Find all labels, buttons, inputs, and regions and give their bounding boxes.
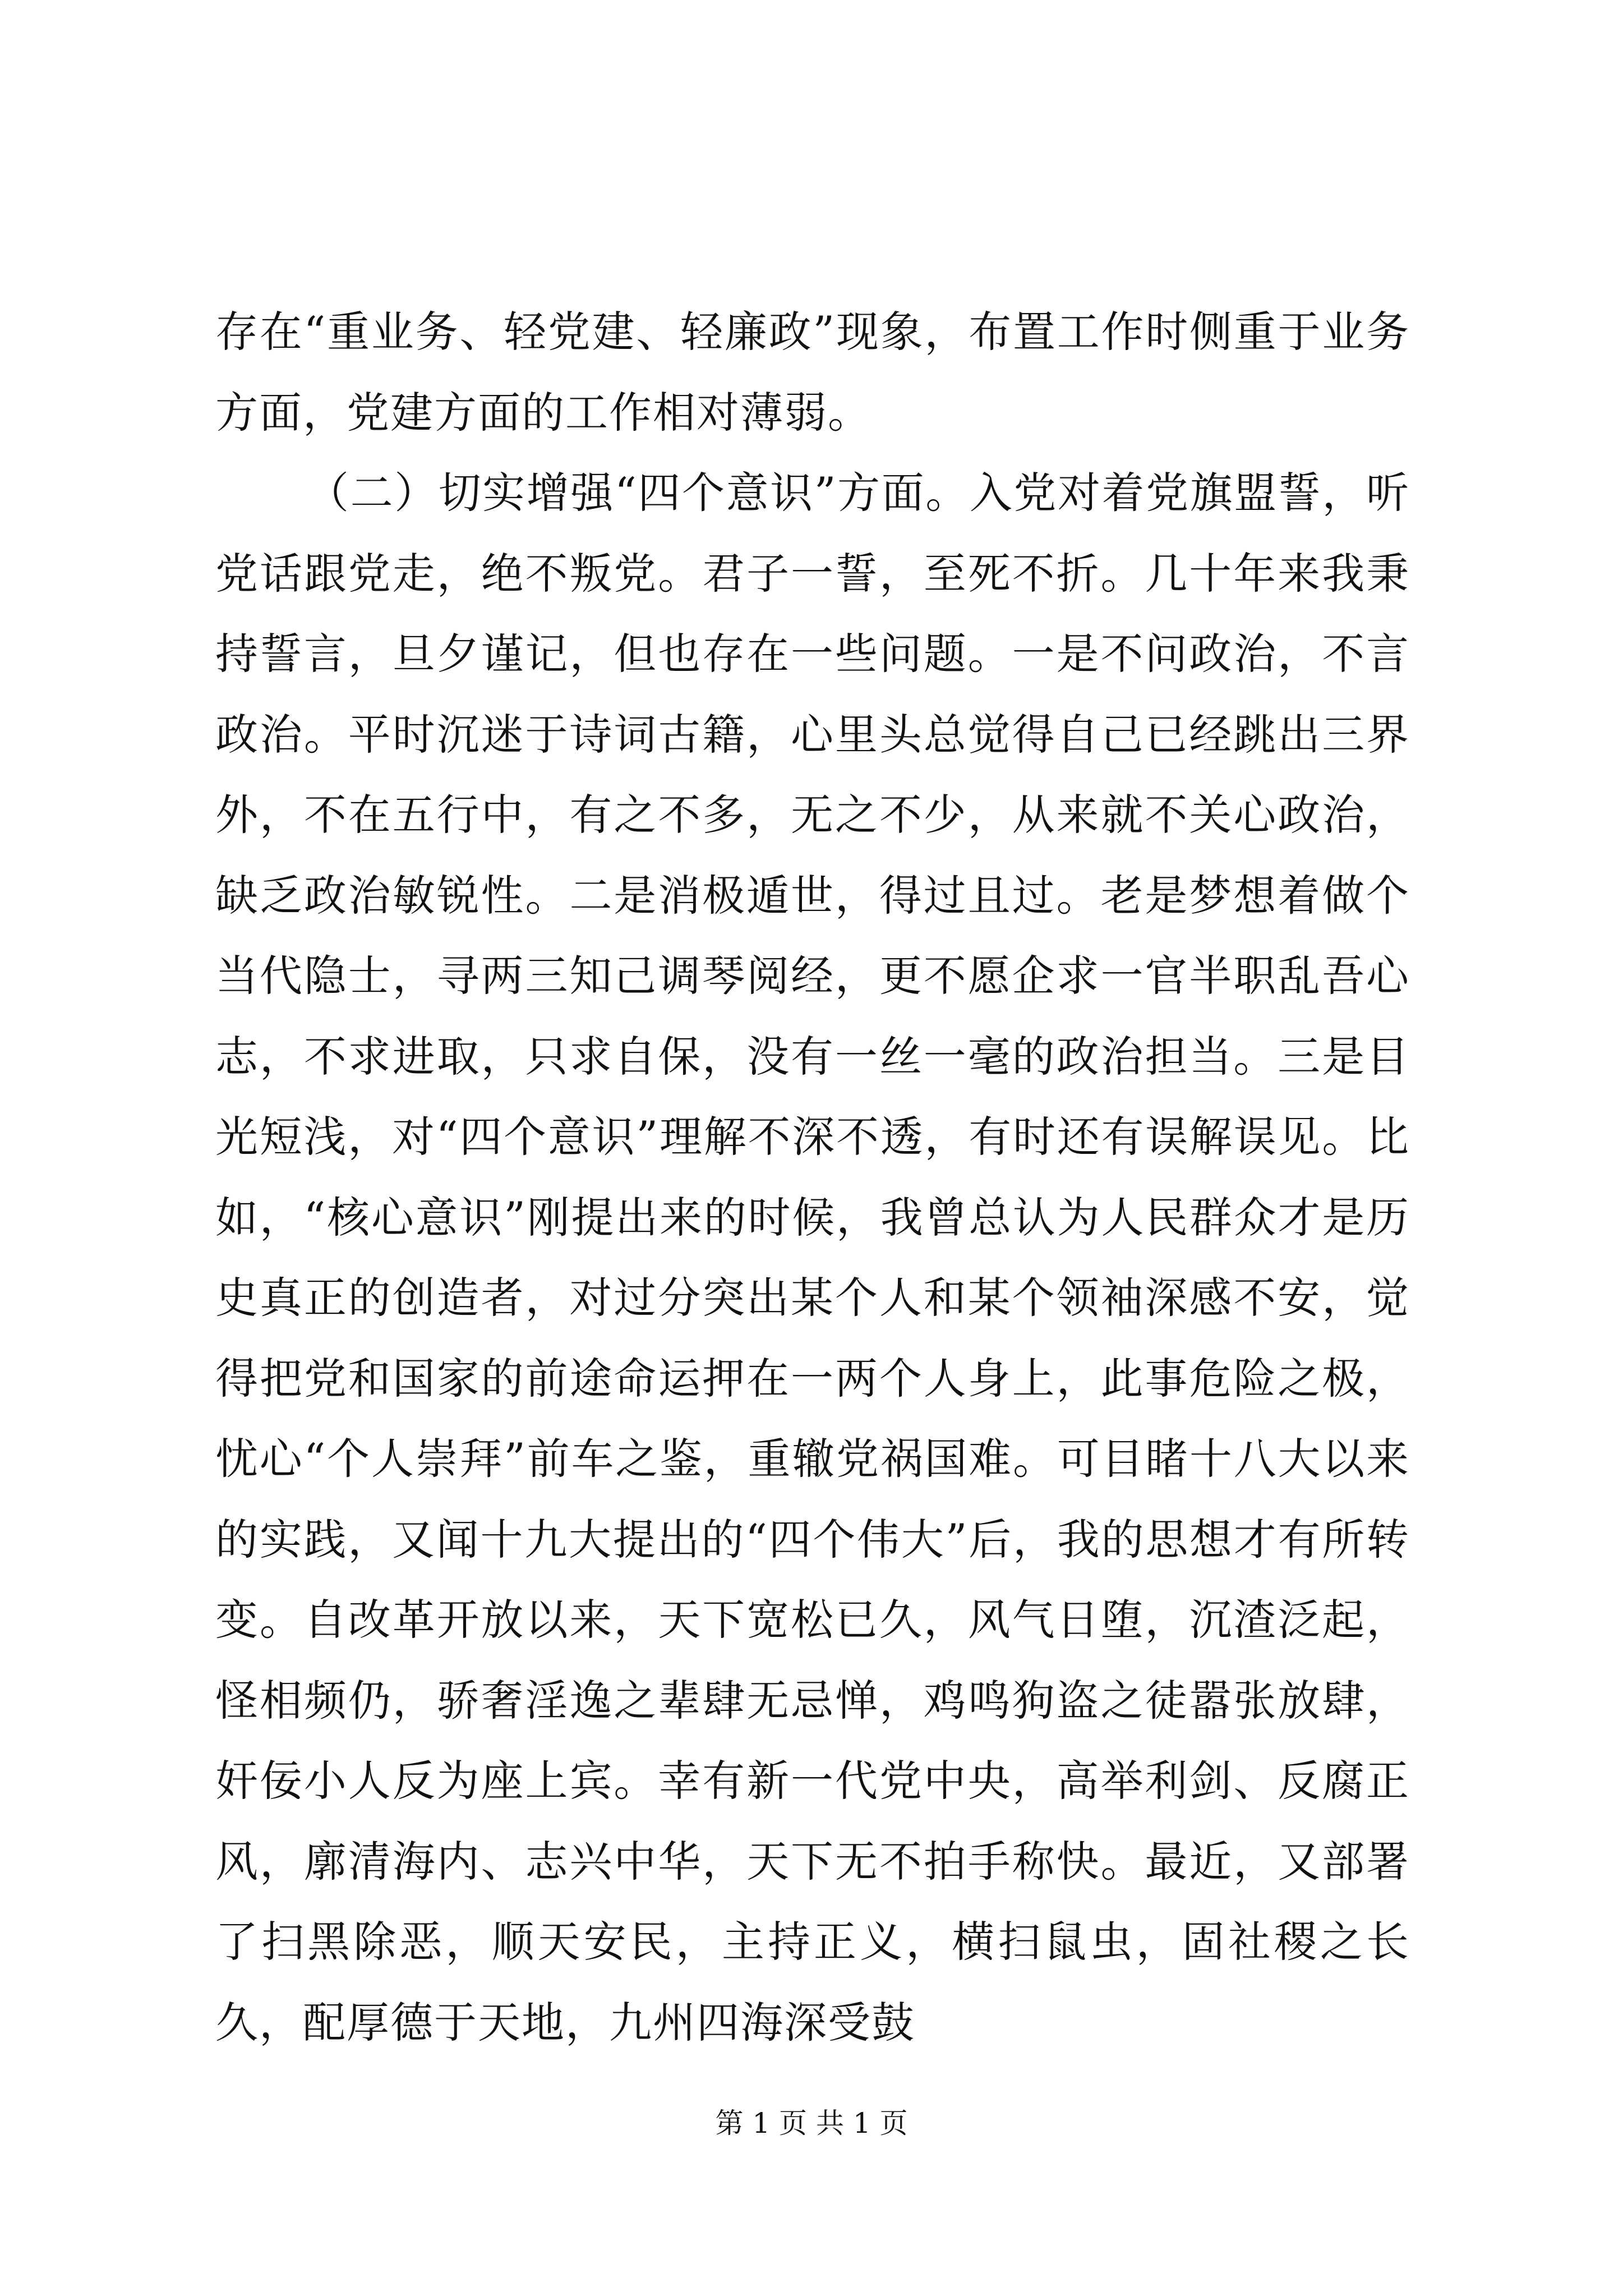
page-footer: 第 1 页 共 1 页 bbox=[715, 2107, 908, 2139]
paragraph-2: （二）切实增强“四个意识”方面。入党对着党旗盟誓，听党话跟党走，绝不叛党。君子一誓，至死不折。几十年来我秉持誓言，旦夕谨记，但也存在一些问题。一是不问政治，不言政治。平时沉迷于诗词古籍，心里头总觉得自己已经跳出三界外，不在五行中，有之不多，无之不少，从来就不关心政治，缺乏政治敏锐性。二是消极遁世，得过且过。老是梦想着做个当代隐士，寻两三知己调琴阅经，更不愿企求一官半职乱吾心志，不求进取，只求自保，没有一丝一毫的政治担当。三是目光短浅，对“四个意识”理解不深不透，有时还有误解误见。比如，“核心意识”刚提出来的时候，我曾总认为人民群众才是历史真正的创造者，对过分突出某个人和某个领袖深感不安，觉得把党和国家的前途命运押在一两个人身上，此事危险之极，忧心“个人崇拜”前车之鉴，重辙党祸国难。可目睹十八大以来的实践，又闻十九大提出的“四个伟大”后，我的思想才有所转变。自改革开放以来，天下宽松已久，风气日堕，沉渣泛起，怪相频仍，骄奢淫逸之辈肆无忌惮，鸡鸣狗盗之徒嚣张放肆，奸佞小人反为座上宾。幸有新一代党中央，高举利剑、反腐正风，廓清海内、志兴中华，天下无不拍手称快。最近，又部署了扫黑除恶，顺天安民，主持正义，横扫鼠虫，固社稷之长久，配厚德于天地，九州四海深受鼓 bbox=[215, 468, 1410, 2047]
paragraph-1: 存在“重业务、轻党建、轻廉政”现象，布置工作时侧重于业务方面，党建方面的工作相对薄弱。 bbox=[215, 307, 1410, 438]
document-body bbox=[215, 292, 1410, 2063]
